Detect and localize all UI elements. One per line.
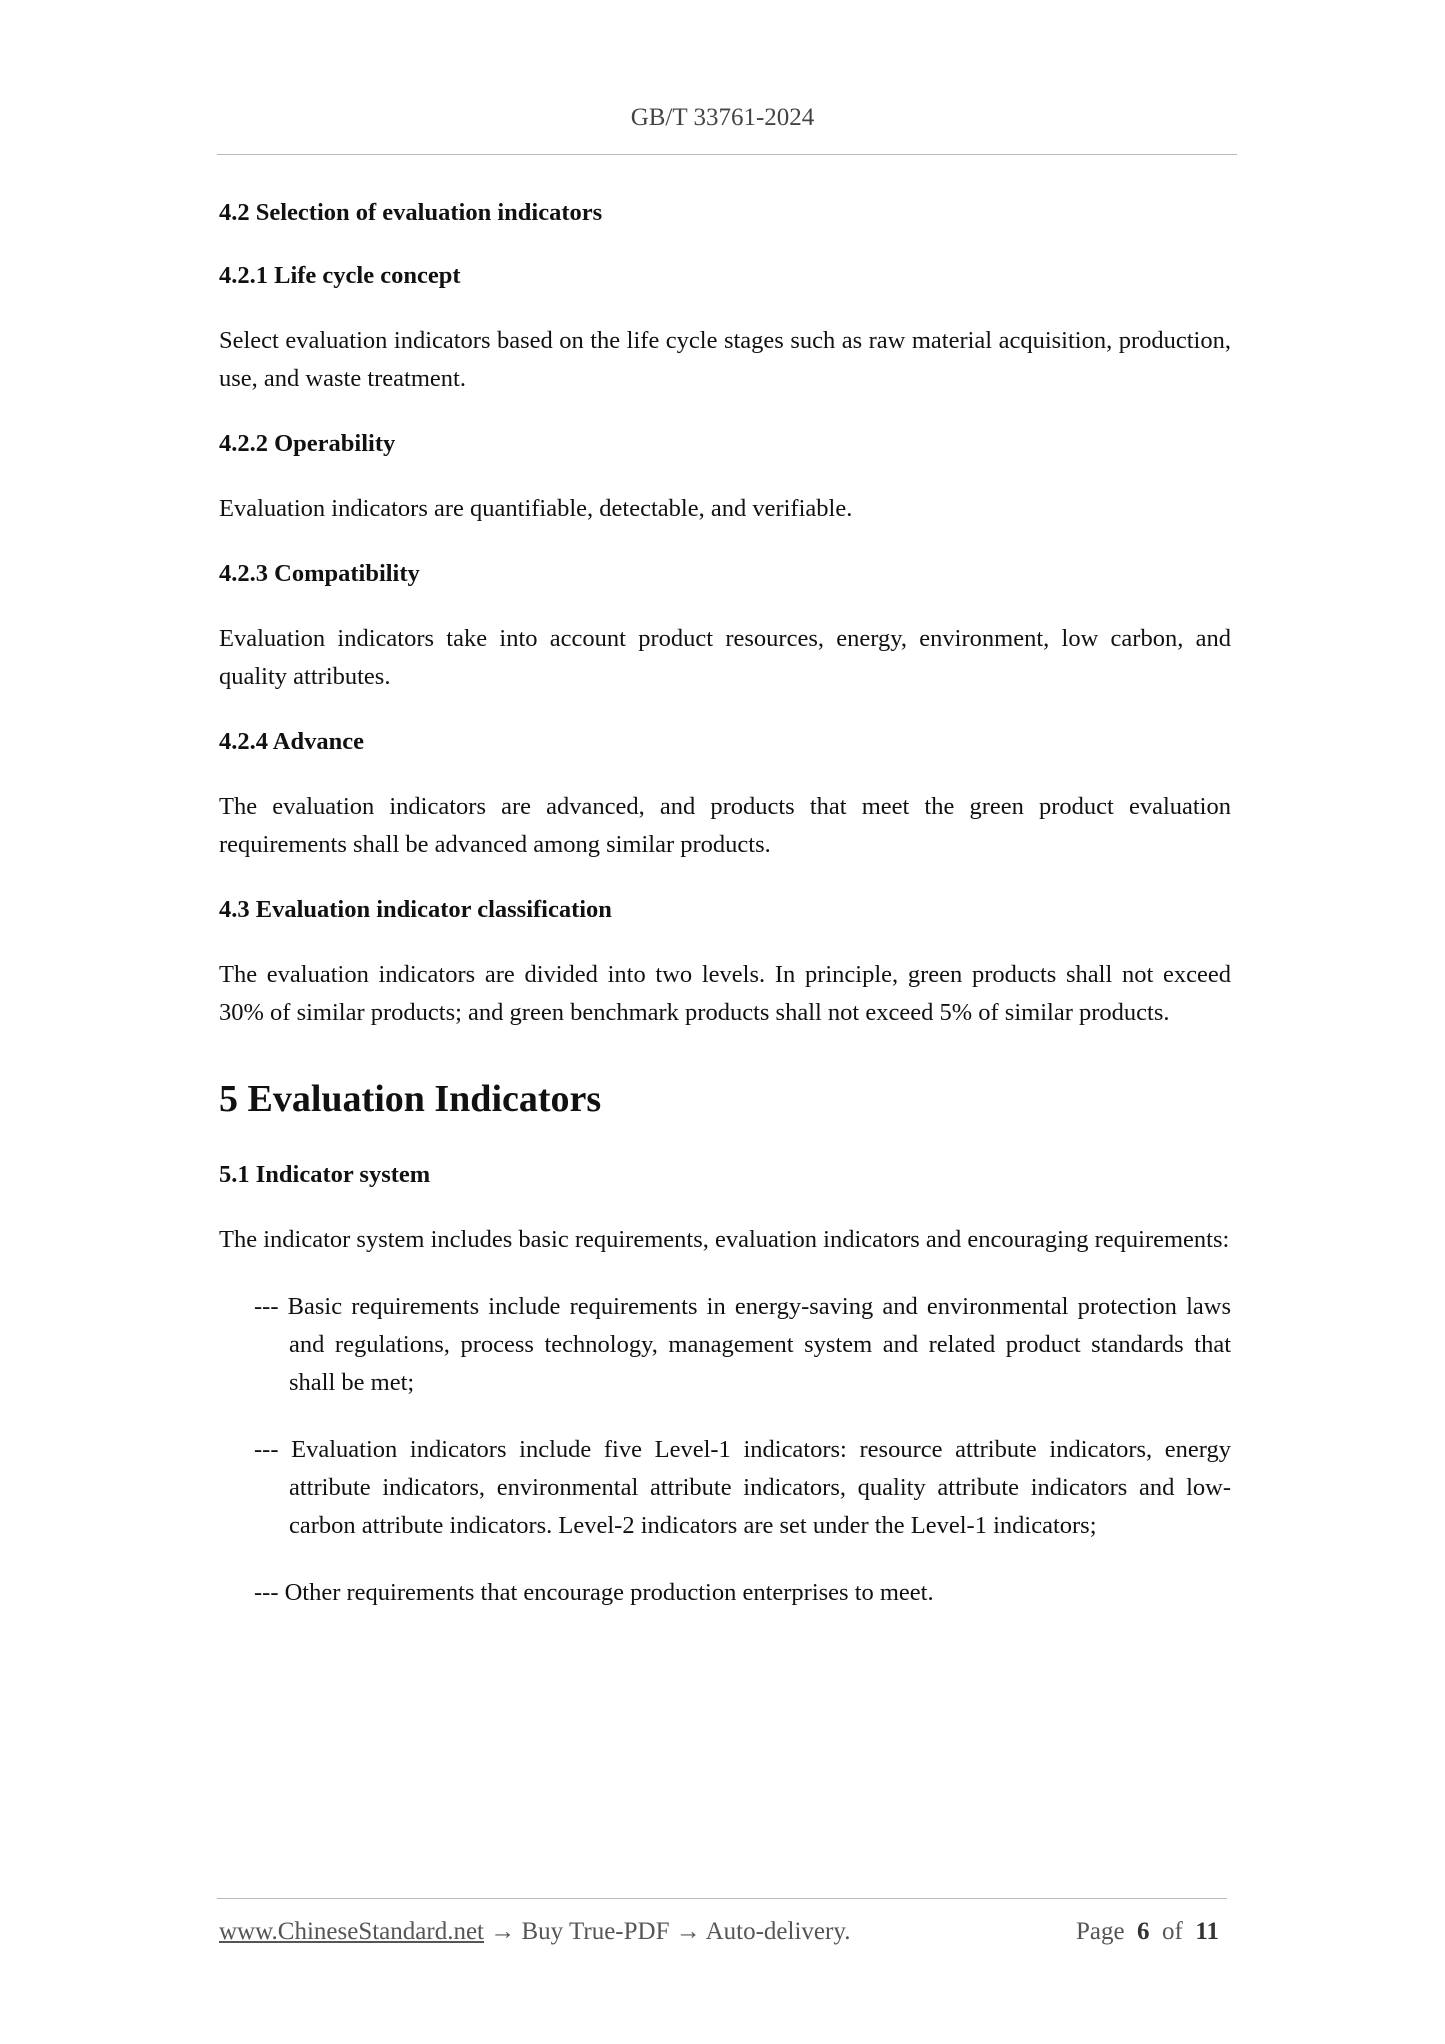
heading-5: 5 Evaluation Indicators [219,1078,602,1120]
heading-4-2: 4.2 Selection of evaluation indicators [219,199,603,226]
list-item: --- Other requirements that encourage production enterprises to meet. [254,1579,934,1606]
heading-4-2-3: 4.2.3 Compatibility [219,560,420,587]
delivery-text: Auto-delivery. [705,1918,851,1945]
paragraph-4-2-1: Select evaluation indicators based on the life cycle stages such as raw material acquisition, production, use, and waste treatment. [219,327,1231,392]
heading-4-3: 4.3 Evaluation indicator classification [219,896,612,923]
paragraph-4-2-3: Evaluation indicators take into account product resources, energy, environment, low carbon, and quality attributes. [219,625,1231,690]
paragraph-5-1: The indicator system includes basic requirements, evaluation indicators and encouraging requirements: [219,1226,1230,1253]
paragraph-4-2-4: The evaluation indicators are advanced, and products that meet the green product evaluation requirements shall be advanced among similar products. [219,793,1231,858]
page-number [1076,1918,1219,1946]
heading-4-2-2: 4.2.2 Operability [219,430,396,457]
page-current: 6 [1137,1918,1150,1945]
website-link[interactable]: www.ChineseStandard.net [219,1918,484,1945]
page-label: Page [1075,1918,1125,1945]
arrow-right-icon: → [675,1918,701,1945]
heading-4-2-4: 4.2.4 Advance [219,728,364,755]
paragraph-4-2-2: Evaluation indicators are quantifiable, detectable, and verifiable. [219,495,853,522]
heading-4-2-1: 4.2.1 Life cycle concept [219,262,461,289]
page-total: 11 [1195,1918,1219,1945]
arrow-right-icon: → [490,1918,516,1945]
buy-text: Buy True-PDF [521,1918,670,1945]
footer-divider [217,1898,1227,1899]
list-item: --- Evaluation indicators include five Level-1 indicators: resource attribute indicators, energy attribute indicators, environmental attribute indicators, quality attribute indicators and low-carbon attribute indicators. Level-2 indicators are set under the Level-1 indicators; [254,1436,1231,1539]
paragraph-4-3: The evaluation indicators are divided into two levels. In principle, green products shall not exceed 30% of similar products; and green benchmark products shall not exceed 5% of similar products. [219,961,1231,1026]
document-body [219,196,1231,1612]
footer-promo [219,1918,850,1946]
header-divider [217,154,1237,155]
heading-5-1: 5.1 Indicator system [219,1161,431,1188]
document-header: GB/T 33761-2024 [630,104,815,131]
page-of: of [1162,1918,1183,1945]
list-item: --- Basic requirements include requirements in energy-saving and environmental protection laws and regulations, process technology, management system and related product standards that shall be met; [254,1293,1231,1396]
